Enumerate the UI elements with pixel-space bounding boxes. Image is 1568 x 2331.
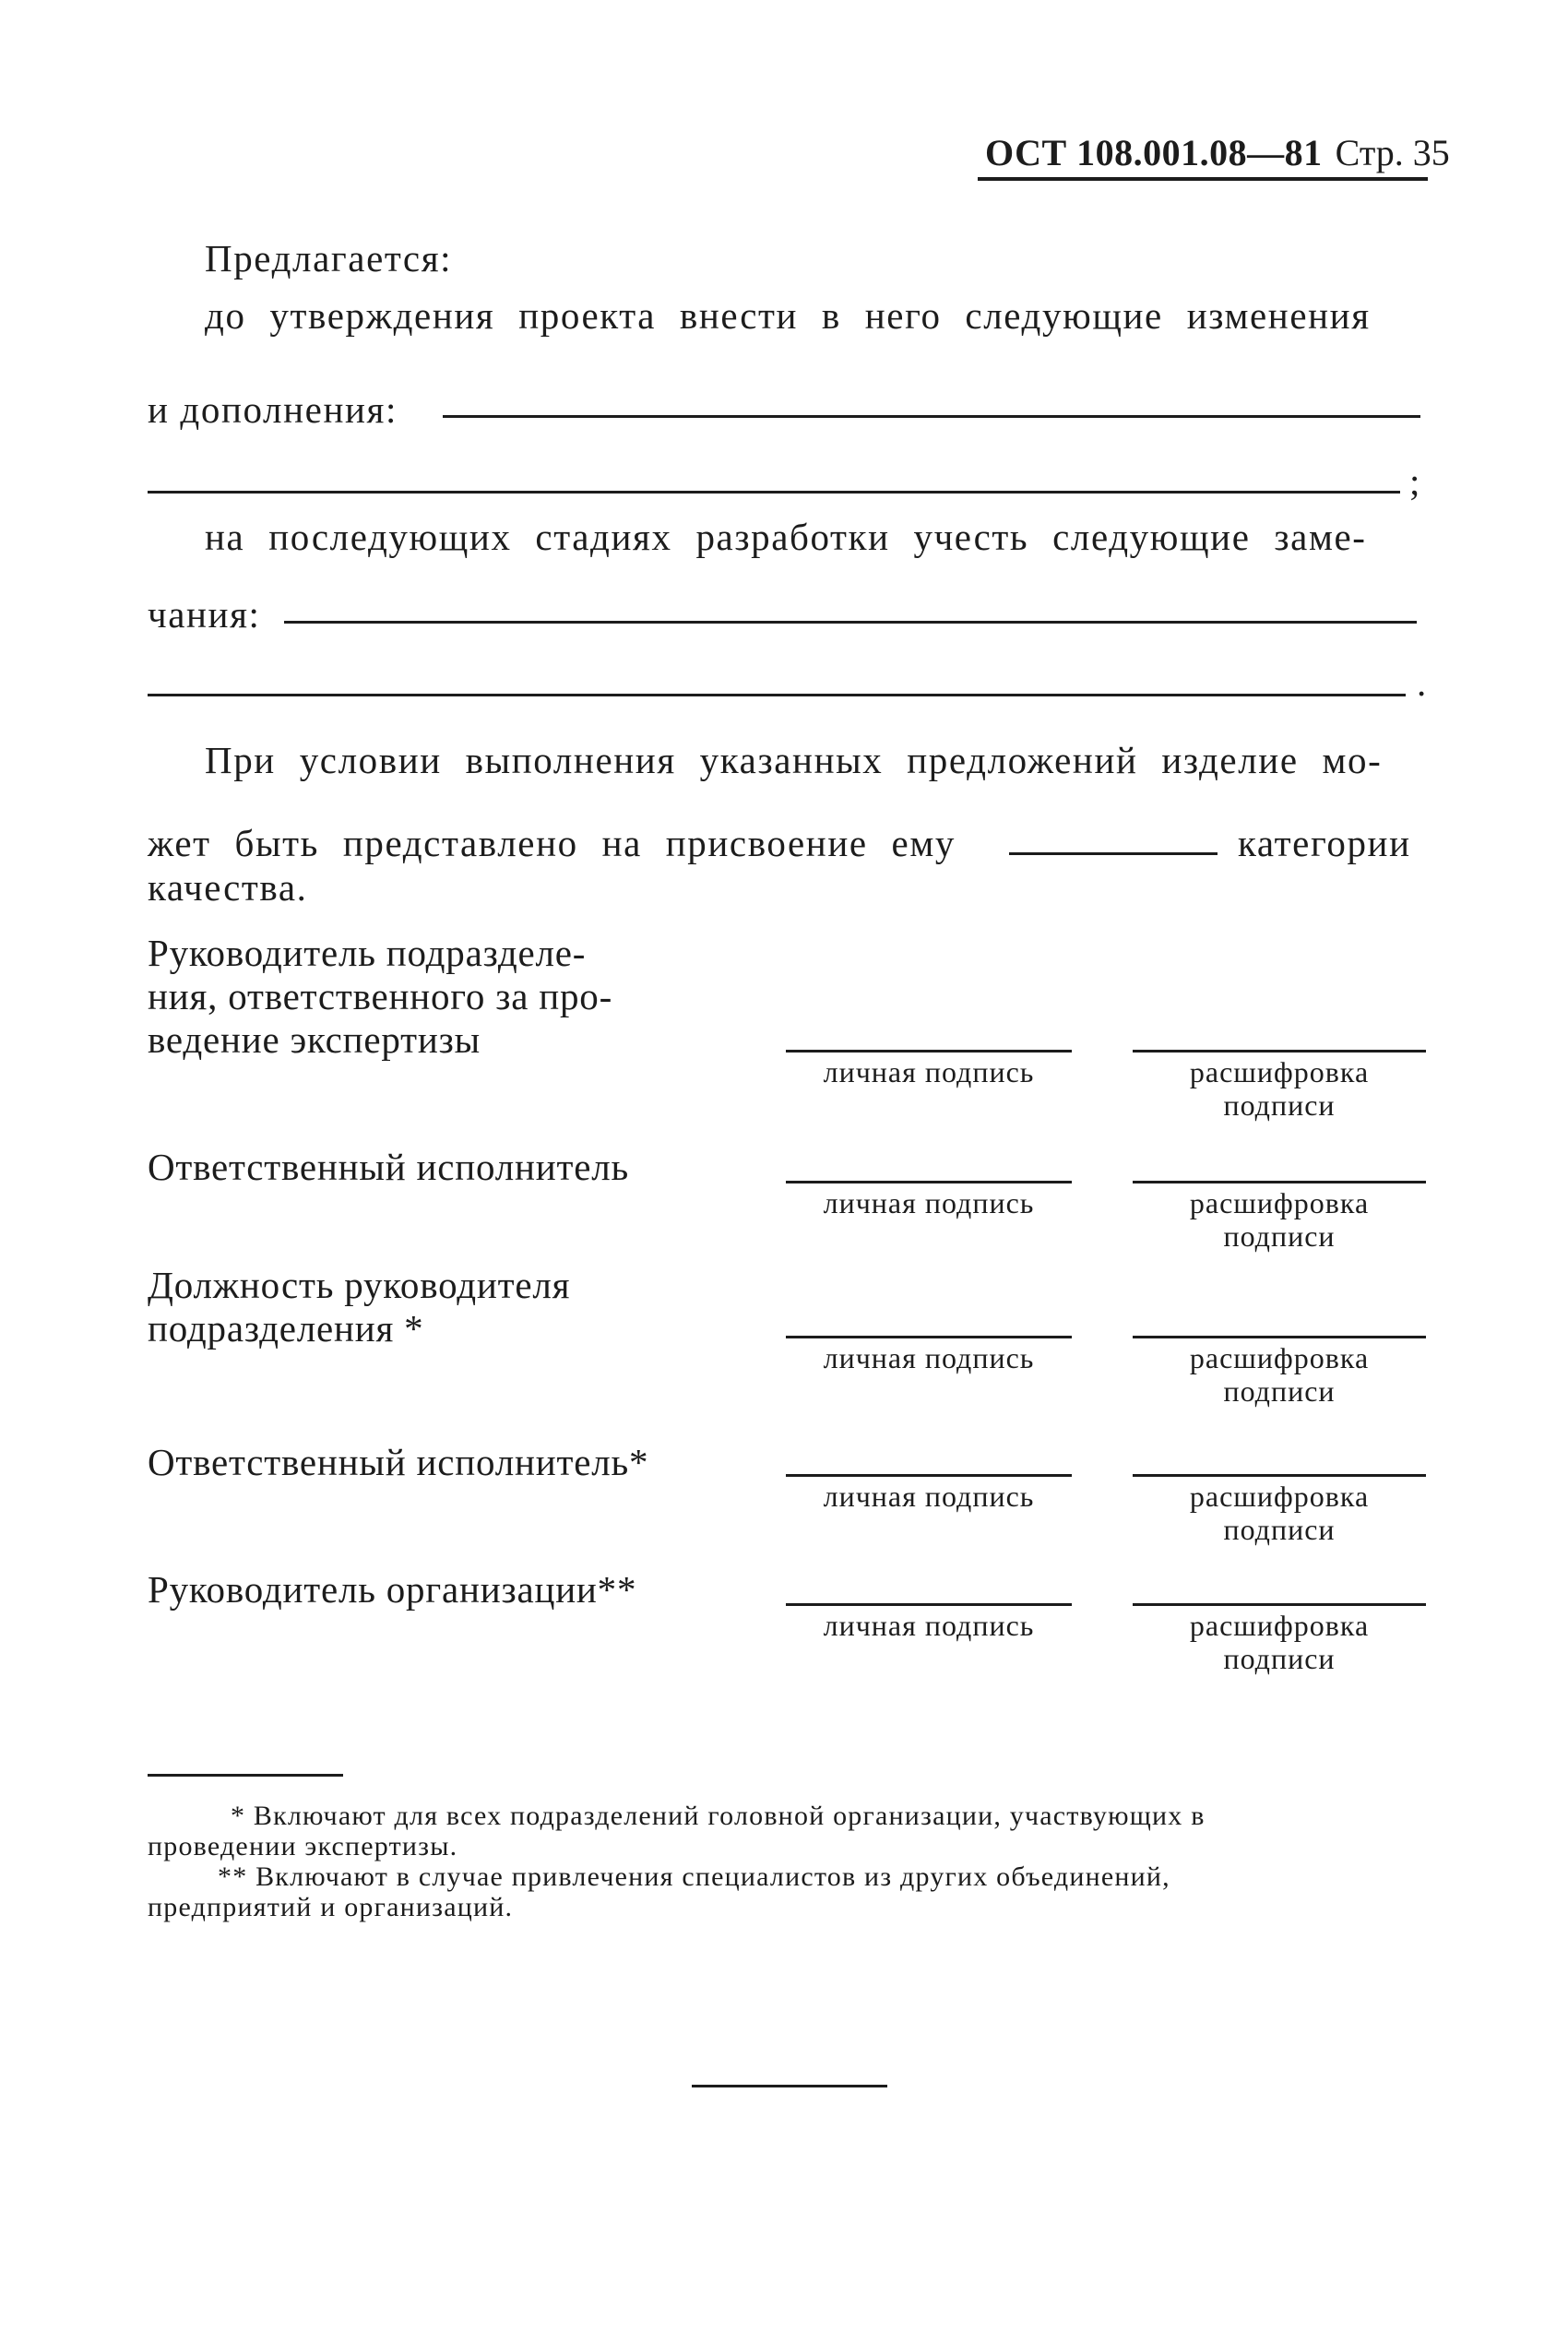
footnote-separator [148, 1774, 343, 1777]
decode-line [1133, 1474, 1426, 1477]
decode-line [1133, 1050, 1426, 1053]
signature-label [148, 932, 612, 1062]
decode-caption-line: подписи [1223, 1088, 1336, 1122]
signature-label-line: подразделения * [148, 1307, 424, 1350]
decode-caption-line: расшифровка [1189, 1055, 1370, 1088]
decode-line [1133, 1603, 1426, 1606]
sign-caption: личная подпись [823, 1480, 1035, 1513]
page-number: Стр. 35 [1335, 132, 1450, 173]
signature-label [148, 1264, 570, 1350]
signature-line [786, 1050, 1072, 1053]
decode-caption [1133, 1341, 1426, 1408]
signature-label-line: Ответственный исполнитель* [148, 1441, 649, 1483]
text-para2-line-3: качества. [148, 866, 308, 909]
sign-caption: личная подпись [823, 1341, 1035, 1374]
period: . [1417, 661, 1428, 704]
decode-caption [1133, 1609, 1426, 1675]
text-line-4: чания: [148, 593, 261, 636]
signature-label-line: Должность руководителя [148, 1264, 571, 1306]
text-line-1: до утверждения проекта внести в него следующие изменения [205, 294, 1371, 337]
signature-label-line: Руководитель подразделе- [148, 932, 587, 974]
page-header [985, 131, 1450, 174]
decode-caption-line: расшифровка [1189, 1341, 1370, 1374]
fill-line [443, 415, 1420, 418]
decode-caption [1133, 1055, 1426, 1122]
decode-line [1133, 1336, 1426, 1338]
decode-caption-line: подписи [1223, 1513, 1336, 1546]
signature-label-line: Ответственный исполнитель [148, 1146, 629, 1188]
semicolon: ; [1409, 460, 1421, 503]
fill-line [284, 621, 1417, 624]
decode-caption-line: подписи [1223, 1374, 1336, 1408]
decode-caption [1133, 1480, 1426, 1546]
signature-label [148, 1441, 648, 1484]
text-line-3: на последующих стадиях разработки учесть следующие заме- [205, 516, 1367, 558]
signature-label-line: ния, ответственного за про- [148, 975, 613, 1017]
decode-caption [1133, 1186, 1426, 1253]
signature-line [786, 1181, 1072, 1183]
end-rule [692, 2085, 887, 2087]
fill-line [148, 491, 1400, 494]
text-para2-line-2a: жет быть представлено на присвоение ему [148, 822, 956, 864]
sign-caption: личная подпись [823, 1055, 1035, 1088]
footnote-1-line-1: * Включают для всех подразделений головной организации, участвующих в [231, 1801, 1206, 1831]
text-line-2: и дополнения: [148, 388, 398, 431]
decode-caption-line: расшифровка [1189, 1186, 1370, 1219]
header-rule [978, 177, 1428, 181]
offered-heading: Предлагается: [205, 237, 453, 279]
sign-caption: личная подпись [823, 1609, 1035, 1642]
footnote-2-line-1: ** Включают в случае привлечения специалистов из других объединений, [218, 1861, 1170, 1892]
signature-line [786, 1603, 1072, 1606]
fill-line [148, 694, 1406, 696]
signature-label-line: Руководитель организации** [148, 1568, 637, 1611]
text-para2-line-2b: категории [1238, 822, 1411, 864]
decode-caption-line: расшифровка [1189, 1609, 1370, 1642]
standard-number: ОСТ 108.001.08—81 [985, 132, 1323, 173]
signature-label [148, 1146, 629, 1189]
signature-line [786, 1336, 1072, 1338]
signature-line [786, 1474, 1072, 1477]
decode-line [1133, 1181, 1426, 1183]
footnote-2-line-2: предприятий и организаций. [148, 1892, 514, 1922]
decode-caption-line: расшифровка [1189, 1480, 1370, 1513]
decode-caption-line: подписи [1223, 1642, 1336, 1675]
category-blank [1009, 852, 1218, 855]
sign-caption: личная подпись [823, 1186, 1035, 1219]
decode-caption-line: подписи [1223, 1219, 1336, 1253]
text-para2-line-1: При условии выполнения указанных предложений изделие мо- [205, 739, 1383, 781]
signature-label-line: ведение экспертизы [148, 1018, 481, 1061]
signature-label [148, 1568, 636, 1611]
footnote-1-line-2: проведении экспертизы. [148, 1831, 458, 1861]
